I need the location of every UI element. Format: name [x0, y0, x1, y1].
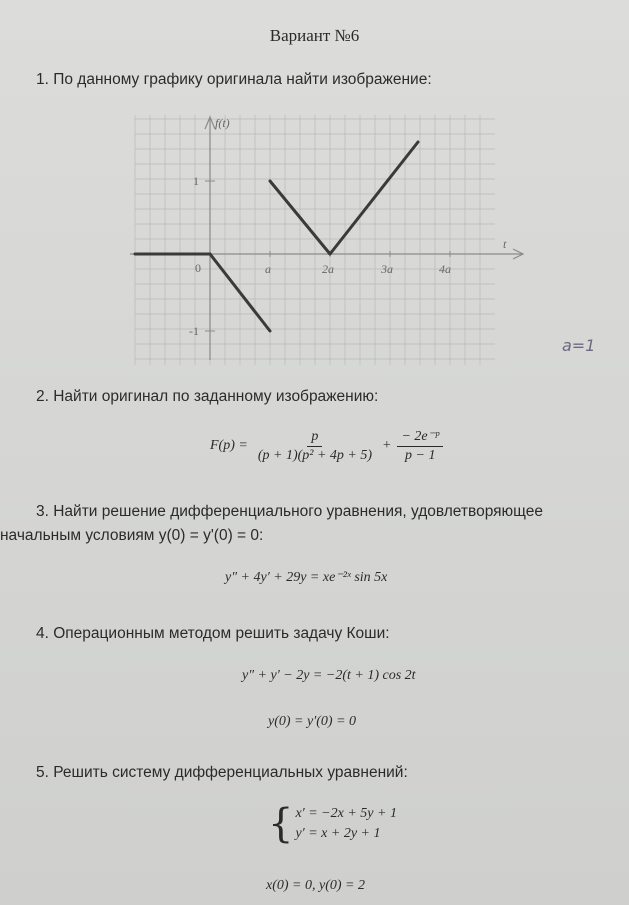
x-tick-label: 3a	[381, 262, 393, 276]
fraction-1	[254, 429, 376, 464]
y-axis-label: f(t)	[215, 116, 230, 130]
y-tick-label: 1	[193, 174, 199, 188]
graph-tick-marks	[205, 181, 450, 331]
x-axis-label: t	[503, 237, 507, 251]
original-function-graph	[125, 105, 535, 365]
origin-label: 0	[195, 261, 201, 275]
system-equation-1: x′ = −2x + 5y + 1	[295, 806, 397, 821]
task-5-system	[268, 801, 397, 847]
handwritten-note: a=1	[562, 336, 596, 355]
task-2-formula	[210, 428, 443, 464]
x-tick-label: a	[265, 262, 271, 276]
plus-sign: +	[382, 438, 392, 453]
x-tick-label: 4a	[439, 262, 451, 276]
fraction-1-denominator: (p + 1)(p² + 4p + 5)	[257, 447, 373, 463]
fraction-1-numerator: p	[307, 429, 322, 447]
task-3-line-2: начальным условиям y(0) = y'(0) = 0:	[0, 527, 264, 544]
task-4-initial-conditions: y(0) = y′(0) = 0	[268, 714, 357, 729]
task-2-text: 2. Найти оригинал по заданному изображению:	[36, 388, 379, 405]
formula-lhs: F(p) =	[210, 438, 248, 453]
task-4-text: 4. Операционным методом решить задачу Коши:	[36, 625, 390, 642]
task-4-equation: y″ + y′ − 2y = −2(t + 1) cos 2t	[242, 668, 416, 683]
fraction-2	[397, 428, 443, 464]
task-5-text: 5. Решить систему дифференциальных уравнений:	[36, 764, 408, 781]
task-5-initial-conditions: x(0) = 0, y(0) = 2	[266, 878, 365, 893]
system-equation-2: y′ = x + 2y + 1	[295, 826, 381, 841]
task-3-equation: y″ + 4y′ + 29y = xe⁻²ˣ sin 5x	[225, 570, 388, 585]
x-tick-label: 2a	[322, 262, 334, 276]
system-brace: {	[268, 801, 294, 847]
task-1-text: 1. По данному графику оригинала найти изображение:	[36, 71, 432, 88]
fraction-2-denominator: p − 1	[405, 448, 436, 463]
function-plot	[135, 142, 418, 331]
page-title: Вариант №6	[269, 26, 360, 45]
y-tick-label: -1	[189, 324, 199, 338]
fraction-2-numerator: − 2e⁻ᵖ	[397, 428, 443, 447]
task-3-line-1: 3. Найти решение дифференциального уравнения, удовлетворяющее	[36, 503, 543, 520]
